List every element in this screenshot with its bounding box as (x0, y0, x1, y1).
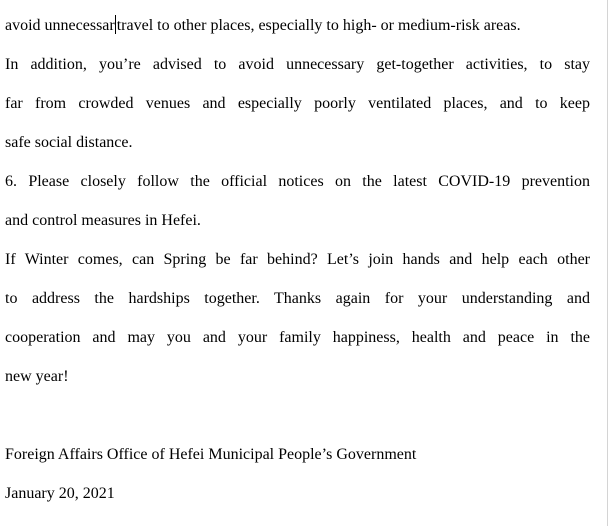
paragraph-line: new year! (5, 368, 69, 385)
paragraph-line: If Winter comes, can Spring be far behind? Let’s join hands and help each other (5, 251, 590, 268)
paragraph-line: safe social distance. (5, 134, 133, 151)
paragraph-line: In addition, you’re advised to avoid unnecessary get-together activities, to stay (5, 56, 590, 73)
line-text-before-caret: avoid unnecessar (5, 17, 115, 34)
paragraph-line: cooperation and may you and your family happiness, health and peace in the (5, 329, 590, 346)
signature-date: January 20, 2021 (5, 485, 115, 502)
document-body[interactable] (5, 6, 590, 513)
paragraph-line: 6. Please closely follow the official notices on the latest COVID-19 prevention (5, 173, 590, 190)
line-text-after-caret: travel to other places, especially to high- or medium-risk areas. (116, 17, 521, 34)
signature-organization: Foreign Affairs Office of Hefei Municipal People’s Government (5, 446, 417, 463)
empty-line (5, 396, 590, 435)
paragraph-line: to address the hardships together. Thanks again for your understanding and (5, 290, 590, 307)
paragraph-line: far from crowded venues and especially poorly ventilated places, and to keep (5, 95, 590, 112)
paragraph-line: and control measures in Hefei. (5, 212, 201, 229)
paragraph-line (5, 6, 590, 45)
